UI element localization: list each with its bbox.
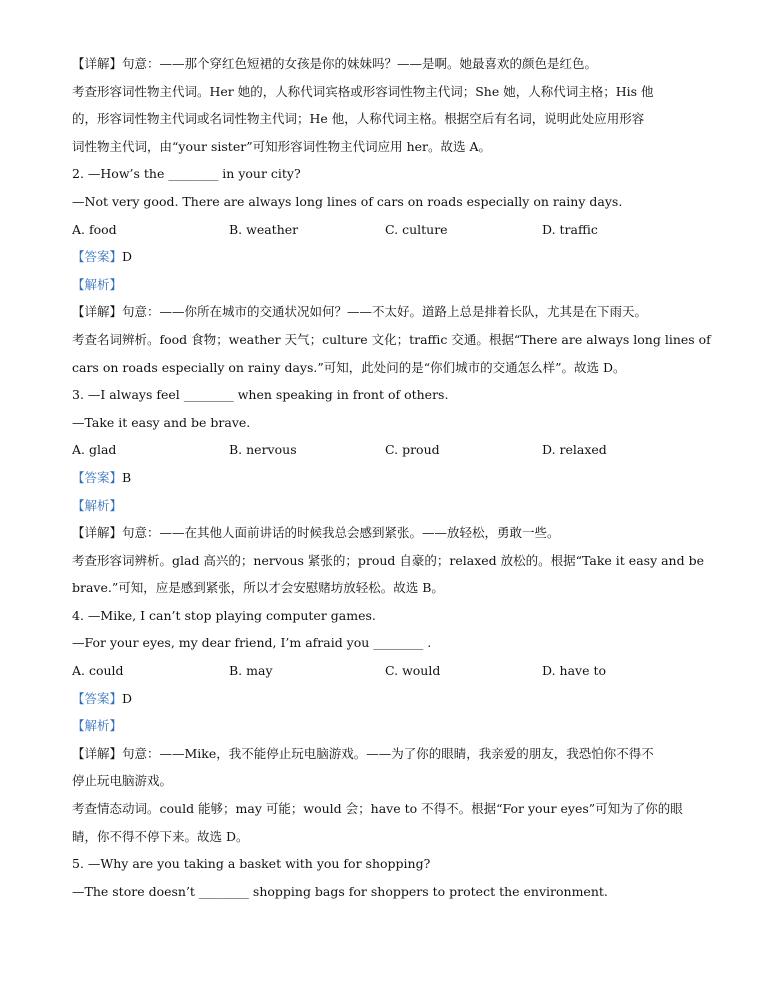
text-line: [72, 856, 698, 872]
text-line: [72, 718, 698, 734]
text-line: [72, 635, 698, 651]
line-text: 3. —I always feel ________ when speaking in front of others.: [72, 387, 449, 403]
line-text: 停止玩电脑游戏。: [72, 773, 173, 789]
line-text: D: [122, 249, 133, 265]
text-line: [72, 525, 698, 541]
text-line: [72, 801, 698, 817]
line-text: B: [122, 469, 132, 485]
section-tag: 【解析】: [72, 276, 123, 292]
option-a: A. glad: [72, 442, 117, 458]
text-line: [72, 139, 698, 155]
line-text: 考查名词辨析。food 食物；weather 天气；culture 文化；traffic 交通。根据“There are always long lines of: [72, 331, 711, 347]
option-b: B. weather: [229, 221, 299, 237]
line-text: 【详解】: [72, 56, 123, 71]
option-c: C. culture: [385, 221, 448, 237]
text-line: [72, 56, 698, 72]
text-line: [72, 691, 698, 707]
text-line: [72, 552, 704, 569]
line-text: 【详解】句意：——在其他人面前讲话的时候我总会感到紧张。——放轻松，勇敢一些。: [72, 525, 560, 541]
text-line: [72, 746, 698, 762]
line-text: 考查形容词性物主代词。Her 她的，人称代词宾格或形容词性物主代词；She 她，人称代词主格；His 他: [72, 83, 654, 99]
answer-options: [72, 222, 698, 238]
option-c: C. would: [385, 663, 441, 679]
text-line: [72, 249, 698, 265]
option-d: D. relaxed: [542, 442, 607, 458]
line-text: D: [122, 690, 133, 706]
line-text: brave.”可知，应是感到紧张，所以才会安慰赌坊放轻松。故选 B。: [72, 580, 444, 596]
text-line: [72, 884, 698, 900]
text-line: [72, 166, 698, 182]
line-text: —The store doesn’t ________ shopping bags for shoppers to protect the environment.: [72, 883, 608, 899]
option-b: B. may: [229, 663, 273, 679]
text-line: [72, 304, 698, 320]
section-tag: 【答案】: [72, 469, 123, 485]
answer-options: [72, 442, 698, 458]
text-line: [72, 470, 698, 486]
line-text: 5. —Why are you taking a basket with you for shopping?: [72, 856, 431, 872]
text-line: [72, 84, 698, 100]
document-page: [72, 56, 711, 911]
text-line: [72, 580, 698, 596]
text-line: [72, 111, 698, 127]
answer-options: [72, 663, 698, 679]
text-line: [72, 498, 698, 514]
text-line: [72, 773, 698, 789]
option-d: D. have to: [542, 663, 607, 679]
line-text: 考查情态动词。could 能够；may 可能；would 会；have to 不得不。根据“For your eyes”可知为了你的眼: [72, 801, 683, 817]
line-text: 句意：——那个穿红色短裙的女孩是你的妹妹吗？——是啊。她最喜欢的颜色是红色。: [122, 56, 598, 71]
text-line: [72, 360, 698, 376]
line-text: —Not very good. There are always long lines of cars on roads especially on rainy days.: [72, 193, 623, 209]
option-c: C. proud: [385, 442, 440, 458]
section-tag: 【答案】: [72, 690, 123, 706]
option-b: B. nervous: [229, 442, 297, 458]
section-tag: 【答案】: [72, 249, 123, 265]
line-text: 【详解】句意：——Mike，我不能停止玩电脑游戏。——为了你的眼睛，我亲爱的朋友，我恐怕你不得不: [72, 745, 654, 761]
line-text: 4. —Mike, I can’t stop playing computer games.: [72, 607, 376, 623]
text-line: [72, 277, 698, 293]
text-line: [72, 829, 698, 845]
section-tag: 【解析】: [72, 497, 123, 513]
text-line: [72, 387, 698, 403]
line-text: 的，形容词性物主代词或名词性物主代词；He 他，人称代词主格。根据空后有名词，说明此处应用形容: [72, 111, 645, 127]
text-line: [72, 415, 698, 431]
text-line: [72, 608, 698, 624]
text-line: [72, 331, 711, 348]
line-text: 考查形容词辨析。glad 高兴的；nervous 紧张的；proud 自豪的；relaxed 放松的。根据“Take it easy and be: [72, 552, 704, 568]
option-a: A. food: [72, 221, 117, 237]
text-line: [72, 194, 698, 210]
line-text: 【详解】句意：——你所在城市的交通状况如何？——不太好。道路上总是排着长队，尤其是在下雨天。: [72, 304, 648, 320]
line-text: 2. —How’s the ________ in your city?: [72, 166, 301, 182]
section-tag: 【解析】: [72, 718, 123, 734]
line-text: cars on roads especially on rainy days.”可知，此处问的是“你们城市的交通怎么样”。故选 D。: [72, 359, 626, 375]
option-a: A. could: [72, 663, 124, 679]
line-text: —For your eyes, my dear friend, I’m afraid you ________ .: [72, 635, 432, 651]
line-text: 词性物主代词，由“your sister”可知形容词性物主代词应用 her。故选 A。: [72, 138, 491, 154]
line-text: 睛，你不得不停下来。故选 D。: [72, 828, 249, 844]
option-d: D. traffic: [542, 221, 598, 237]
line-text: —Take it easy and be brave.: [72, 414, 251, 430]
